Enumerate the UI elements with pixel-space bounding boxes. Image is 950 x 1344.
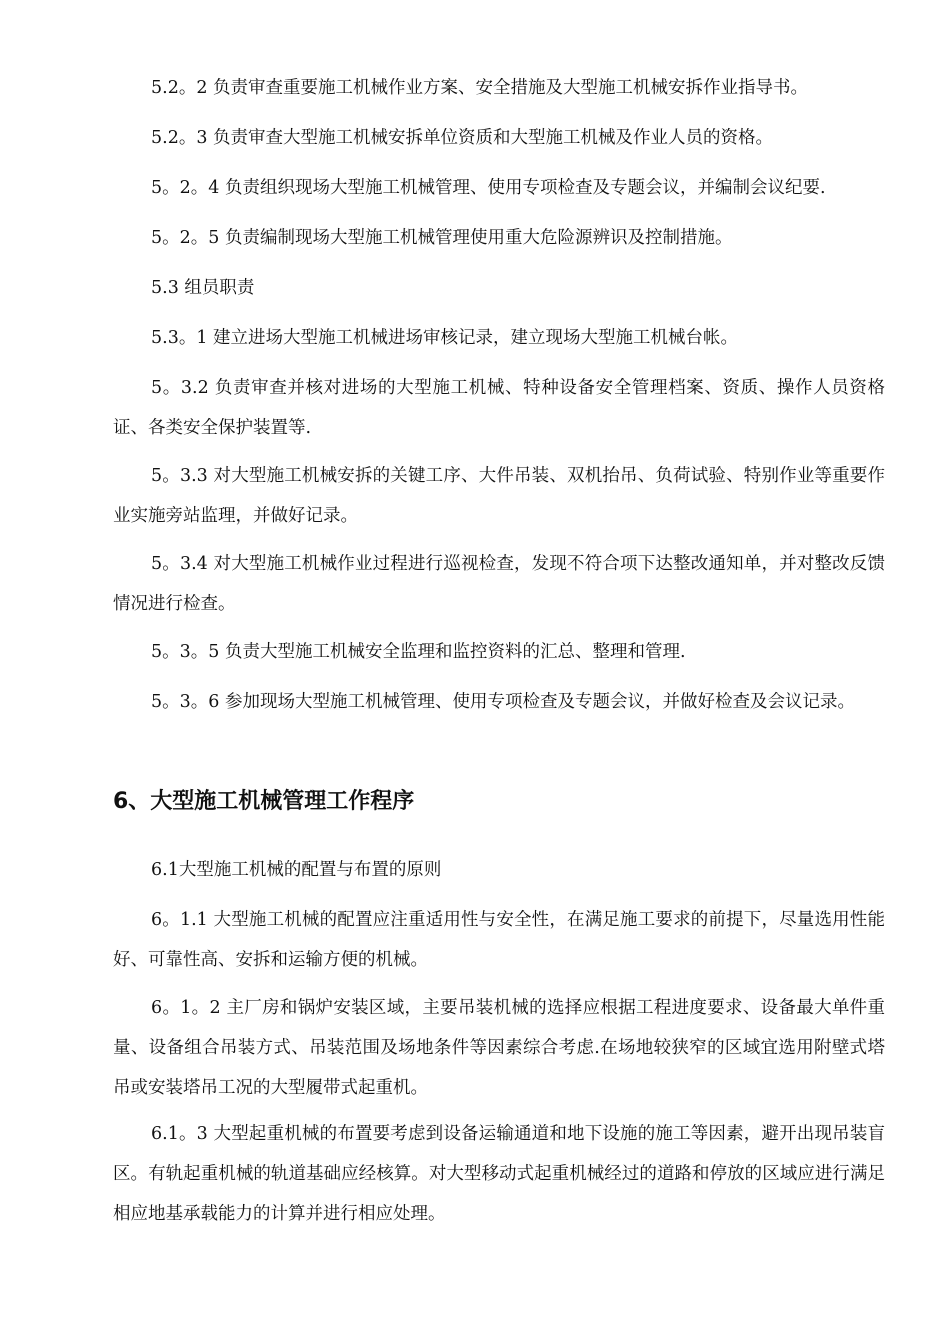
paragraph-5-3-4: 5。3.4 对大型施工机械作业过程进行巡视检查，发现不符合项下达整改通知单，并对整改反馈情况进行检查。 (113, 554, 885, 614)
paragraph-5-2-4: 5。2。4 负责组织现场大型施工机械管理、使用专项检查及专题会议，并编制会议纪要. (151, 178, 826, 198)
paragraph-6-1-1: 6。1.1 大型施工机械的配置应注重适用性与安全性，在满足施工要求的前提下，尽量选用性能好、可靠性高、安拆和运输方便的机械。 (113, 910, 885, 970)
paragraph-6-1-2: 6。1。2 主厂房和锅炉安装区域，主要吊装机械的选择应根据工程进度要求、设备最大单件重量、设备组合吊装方式、吊装范围及场地条件等因素综合考虑.在场地较狭窄的区域宜选用附壁式塔吊或安装塔吊工况的大型履带式起重机。 (113, 998, 885, 1098)
subheading-5-3: 5.3 组员职责 (151, 278, 255, 298)
paragraph-5-3-2: 5。3.2 负责审查并核对进场的大型施工机械、特种设备安全管理档案、资质、操作人员资格证、各类安全保护装置等. (113, 378, 885, 438)
paragraph-5-3-1: 5.3。1 建立进场大型施工机械进场审核记录，建立现场大型施工机械台帐。 (151, 328, 739, 348)
paragraph-5-3-5: 5。3。5 负责大型施工机械安全监理和监控资料的汇总、整理和管理. (151, 642, 686, 662)
paragraph-5-2-2: 5.2。2 负责审查重要施工机械作业方案、安全措施及大型施工机械安拆作业指导书。 (151, 78, 809, 98)
subheading-6-1: 6.1大型施工机械的配置与布置的原则 (151, 860, 442, 880)
paragraph-5-2-3: 5.2。3 负责审查大型施工机械安拆单位资质和大型施工机械及作业人员的资格。 (151, 128, 774, 148)
paragraph-5-2-5: 5。2。5 负责编制现场大型施工机械管理使用重大危险源辨识及控制措施。 (151, 228, 733, 248)
paragraph-6-1-3: 6.1。3 大型起重机械的布置要考虑到设备运输通道和地下设施的施工等因素，避开出现吊装盲区。有轨起重机械的轨道基础应经核算。对大型移动式起重机械经过的道路和停放的区域应进行满足相应地基承载能力的计算并进行相应处理。 (113, 1124, 885, 1224)
section-heading-6: 6、大型施工机械管理工作程序 (113, 789, 415, 814)
paragraph-5-3-3: 5。3.3 对大型施工机械安拆的关键工序、大件吊装、双机抬吊、负荷试验、特别作业等重要作业实施旁站监理，并做好记录。 (113, 466, 885, 526)
paragraph-5-3-6: 5。3。6 参加现场大型施工机械管理、使用专项检查及专题会议，并做好检查及会议记录。 (151, 692, 855, 712)
